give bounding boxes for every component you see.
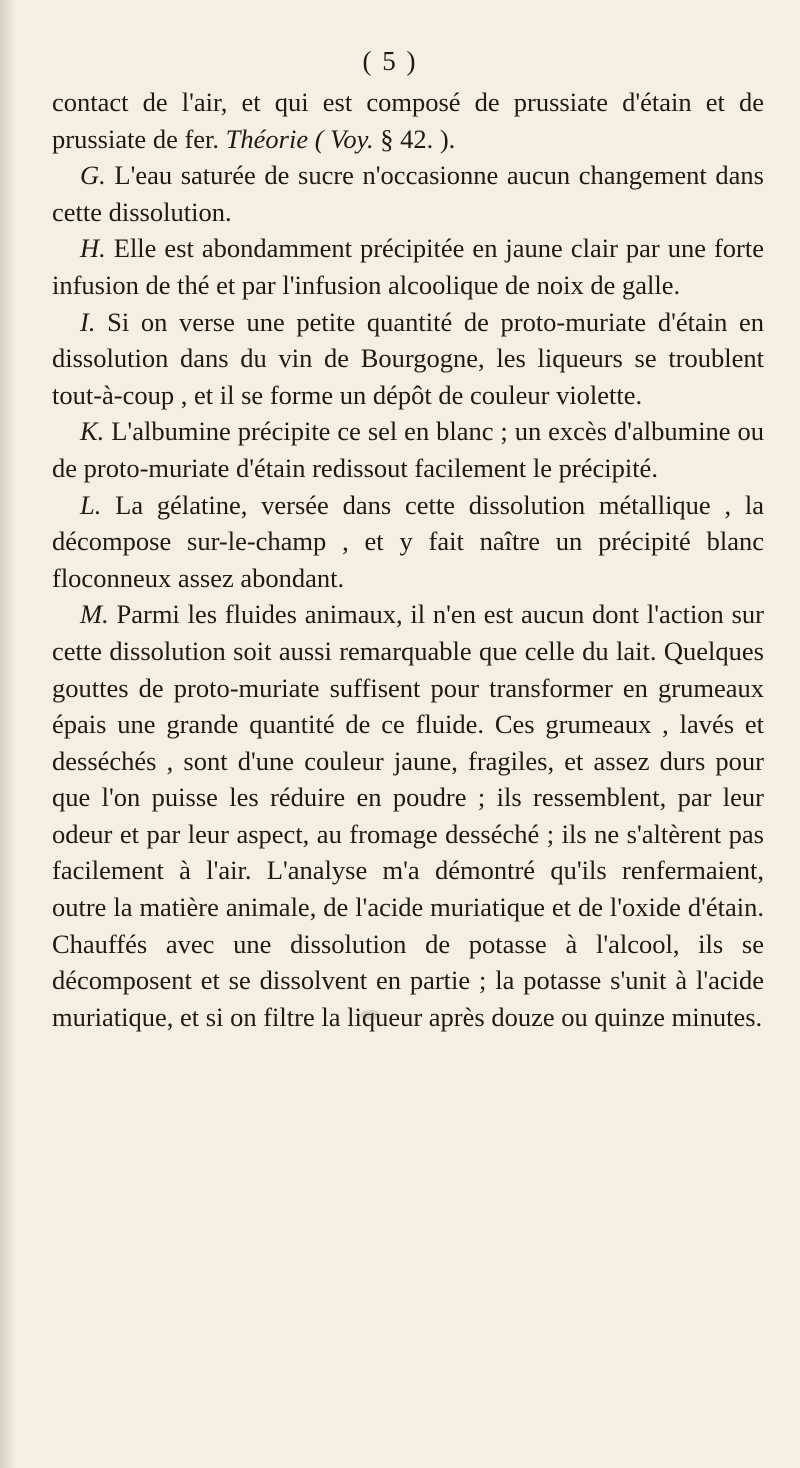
paragraph-letter: K.	[80, 416, 105, 447]
paragraph-i	[52, 304, 764, 414]
paragraph-text: L'albumine précipite ce sel en blanc ; un excès d'albumine ou de proto-muriate d'étain redissout facilement le précipité.	[52, 416, 764, 483]
paragraph-g	[52, 157, 764, 230]
paragraph-text: L'eau saturée de sucre n'occasionne aucun changement dans cette dissolution.	[52, 160, 764, 227]
paragraph-text: Elle est abondamment précipitée en jaune clair par une forte infusion de thé et par l'infusion alcoolique de noix de galle.	[52, 233, 764, 300]
paragraph-l	[52, 487, 764, 597]
ink-smudge	[360, 1010, 380, 1020]
paragraph-m	[52, 596, 764, 1035]
paragraph-text-end: § 42. ).	[373, 123, 456, 154]
paragraph-letter: I.	[80, 306, 96, 337]
paragraph-text: La gélatine, versée dans cette dissolution métallique , la décompose sur-le-champ , et y fait naître un précipité blanc floconneux assez abondant.	[52, 489, 764, 593]
paragraph-text: contact de l'air, et qui est composé de prussiate d'étain et de prussiate de fer.	[52, 87, 764, 154]
paragraph-letter: G.	[80, 160, 106, 191]
paragraph-h	[52, 230, 764, 303]
paragraph-italic-reference: Théorie ( Voy.	[225, 123, 374, 154]
paragraph-letter: L.	[80, 489, 102, 520]
paragraph-k	[52, 413, 764, 486]
body-text	[52, 84, 764, 1035]
paragraph-letter: H.	[80, 233, 106, 264]
paragraph-text: Parmi les fluides animaux, il n'en est aucun dont l'action sur cette dissolution soit aussi remarquable que celle du lait. Quelques gouttes de proto-muriate suffisent pour transformer en grumeaux épais une grande quantité de ce fluide. Ces grumeaux , lavés et desséchés , sont d'une couleur jaune, fragiles, et assez durs pour que l'on puisse les réduire en poudre ; ils ressemblent, par leur odeur et par leur aspect, au fromage desséché ; ils ne s'altèrent pas facilement à l'air. L'analyse m'a démontré qu'ils renfermaient, outre la matière animale, de l'acide muriatique et de l'oxide d'étain. Chauffés avec une dissolution de potasse à l'alcool, ils se décomposent et se dissolvent en partie ; la potasse s'unit à l'acide muriatique, et si on filtre la liqueur après douze ou quinze minutes.	[52, 599, 764, 1032]
page-gutter-shadow	[0, 0, 16, 1468]
paragraph-continuation	[52, 84, 764, 157]
page-number: ( 5 )	[362, 46, 418, 76]
paragraph-text: Si on verse une petite quantité de proto-muriate d'étain en dissolution dans du vin de Bourgogne, les liqueurs se troublent tout-à-coup , et il se forme un dépôt de couleur violette.	[52, 306, 764, 410]
paragraph-letter: M.	[80, 599, 109, 630]
